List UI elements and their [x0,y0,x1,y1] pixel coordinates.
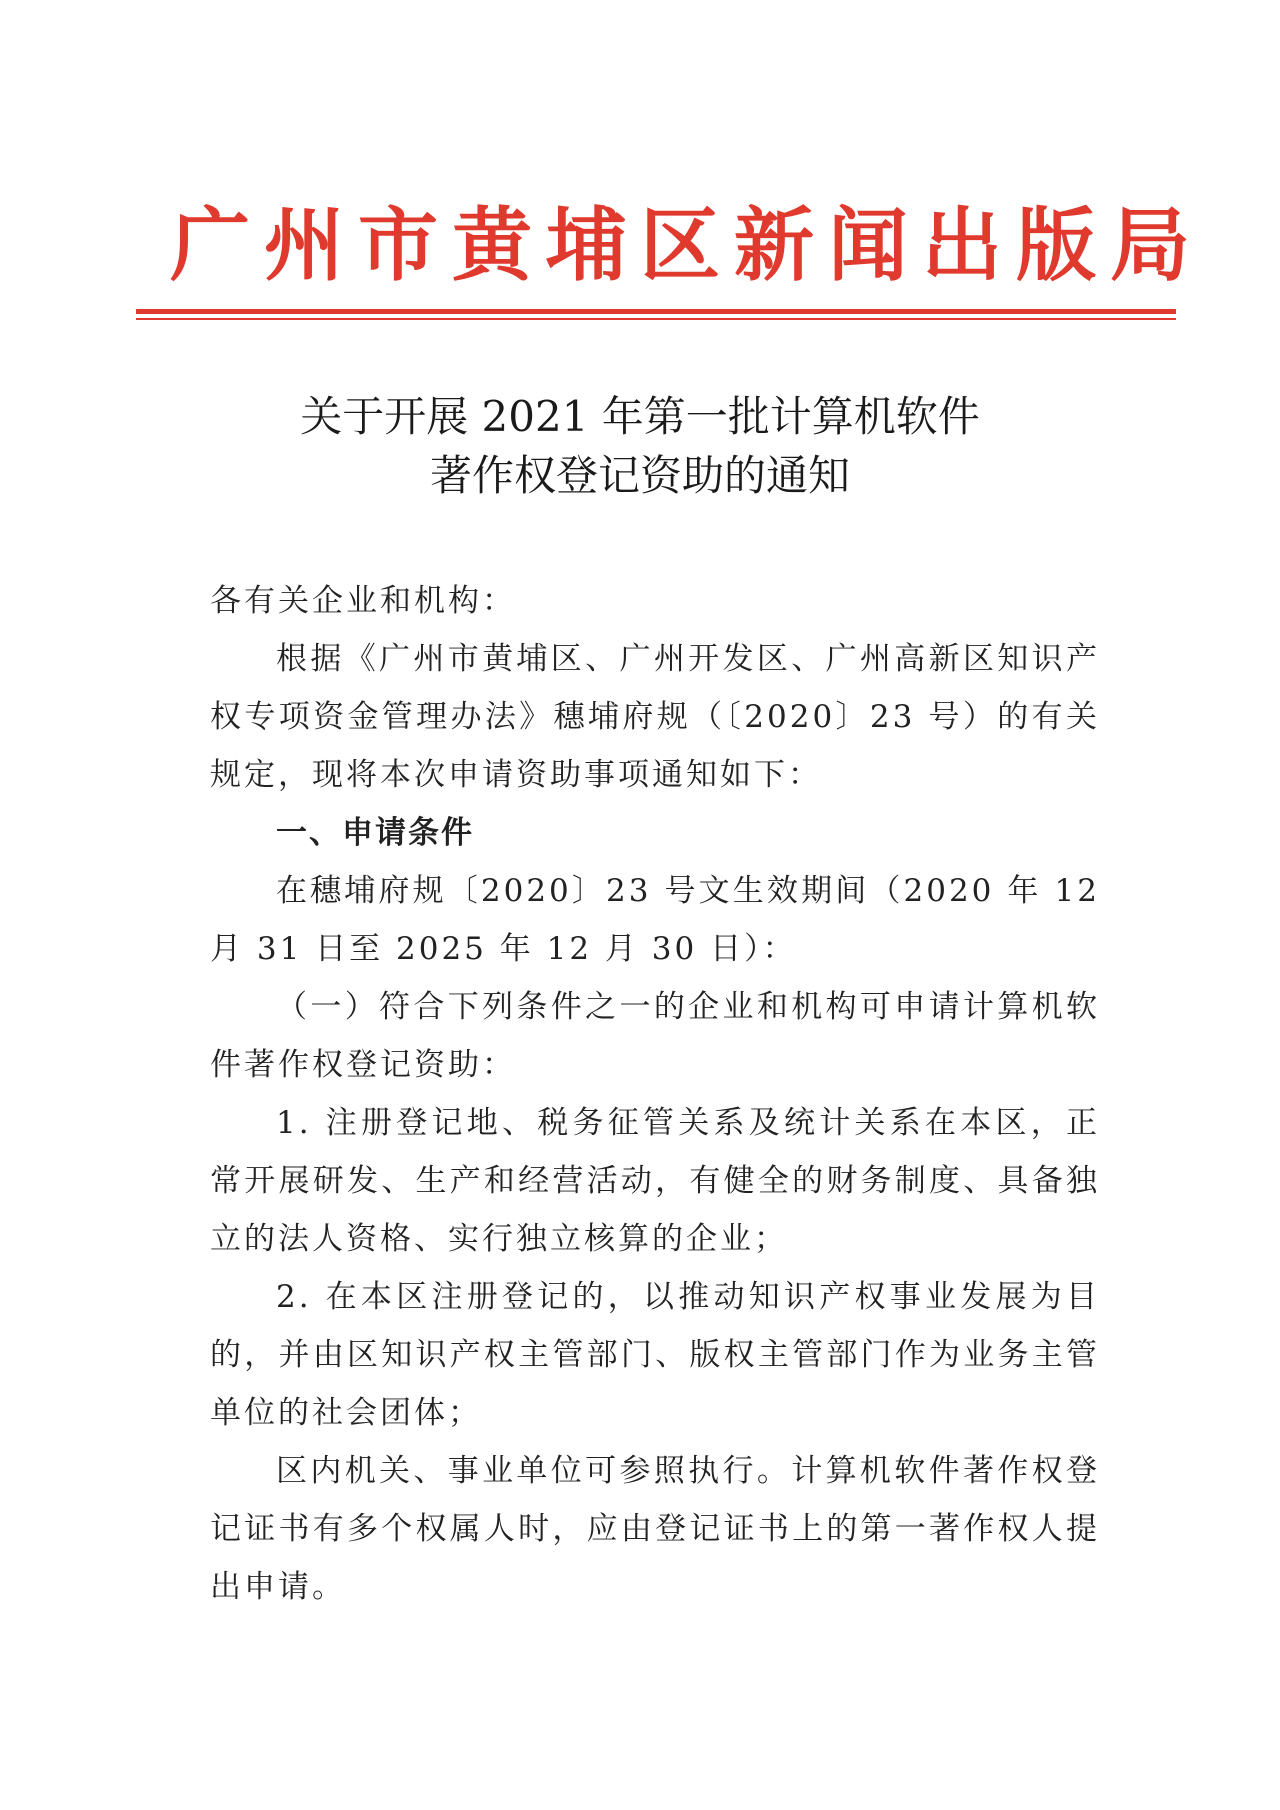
salutation: 各有关企业和机构： [210,583,516,619]
letterhead-rule-thin [136,318,1176,320]
eligibility-item-2: 2. 在本区注册登记的，以推动知识产权事业发展为目的，并由区知识产权主管部门、版权主管部门作为业务主管单位的社会团体； [210,1279,1100,1431]
document-body [210,572,1100,1616]
intro-paragraph: 根据《广州市黄埔区、广州开发区、广州高新区知识产权专项资金管理办法》穗埔府规（〔2020〕23 号）的有关规定，现将本次申请资助事项通知如下： [210,641,1100,793]
document-title-line-2: 著作权登记资助的通知 [429,451,850,500]
eligibility-subheading: （一）符合下列条件之一的企业和机构可申请计算机软件著作权登记资助： [210,989,1100,1083]
document-title-line-1: 关于开展 2021 年第一批计算机软件 [300,392,980,441]
applicant-note-paragraph: 区内机关、事业单位可参照执行。计算机软件著作权登记证书有多个权属人时，应由登记证书上的第一著作权人提出申请。 [210,1453,1100,1605]
eligibility-item-1: 1. 注册登记地、税务征管关系及统计关系在本区，正常开展研发、生产和经营活动，有健全的财务制度、具备独立的法人资格、实行独立核算的企业； [210,1105,1100,1257]
section-heading-conditions: 一、申请条件 [276,815,474,851]
letterhead-rule-thick [136,309,1176,314]
validity-period-paragraph: 在穗埔府规〔2020〕23 号文生效期间（2020 年 12 月 31 日至 2025 年 12 月 30 日）： [210,873,1100,967]
letterhead-org-name: 广州市黄埔区新闻出版局 [170,198,1204,292]
